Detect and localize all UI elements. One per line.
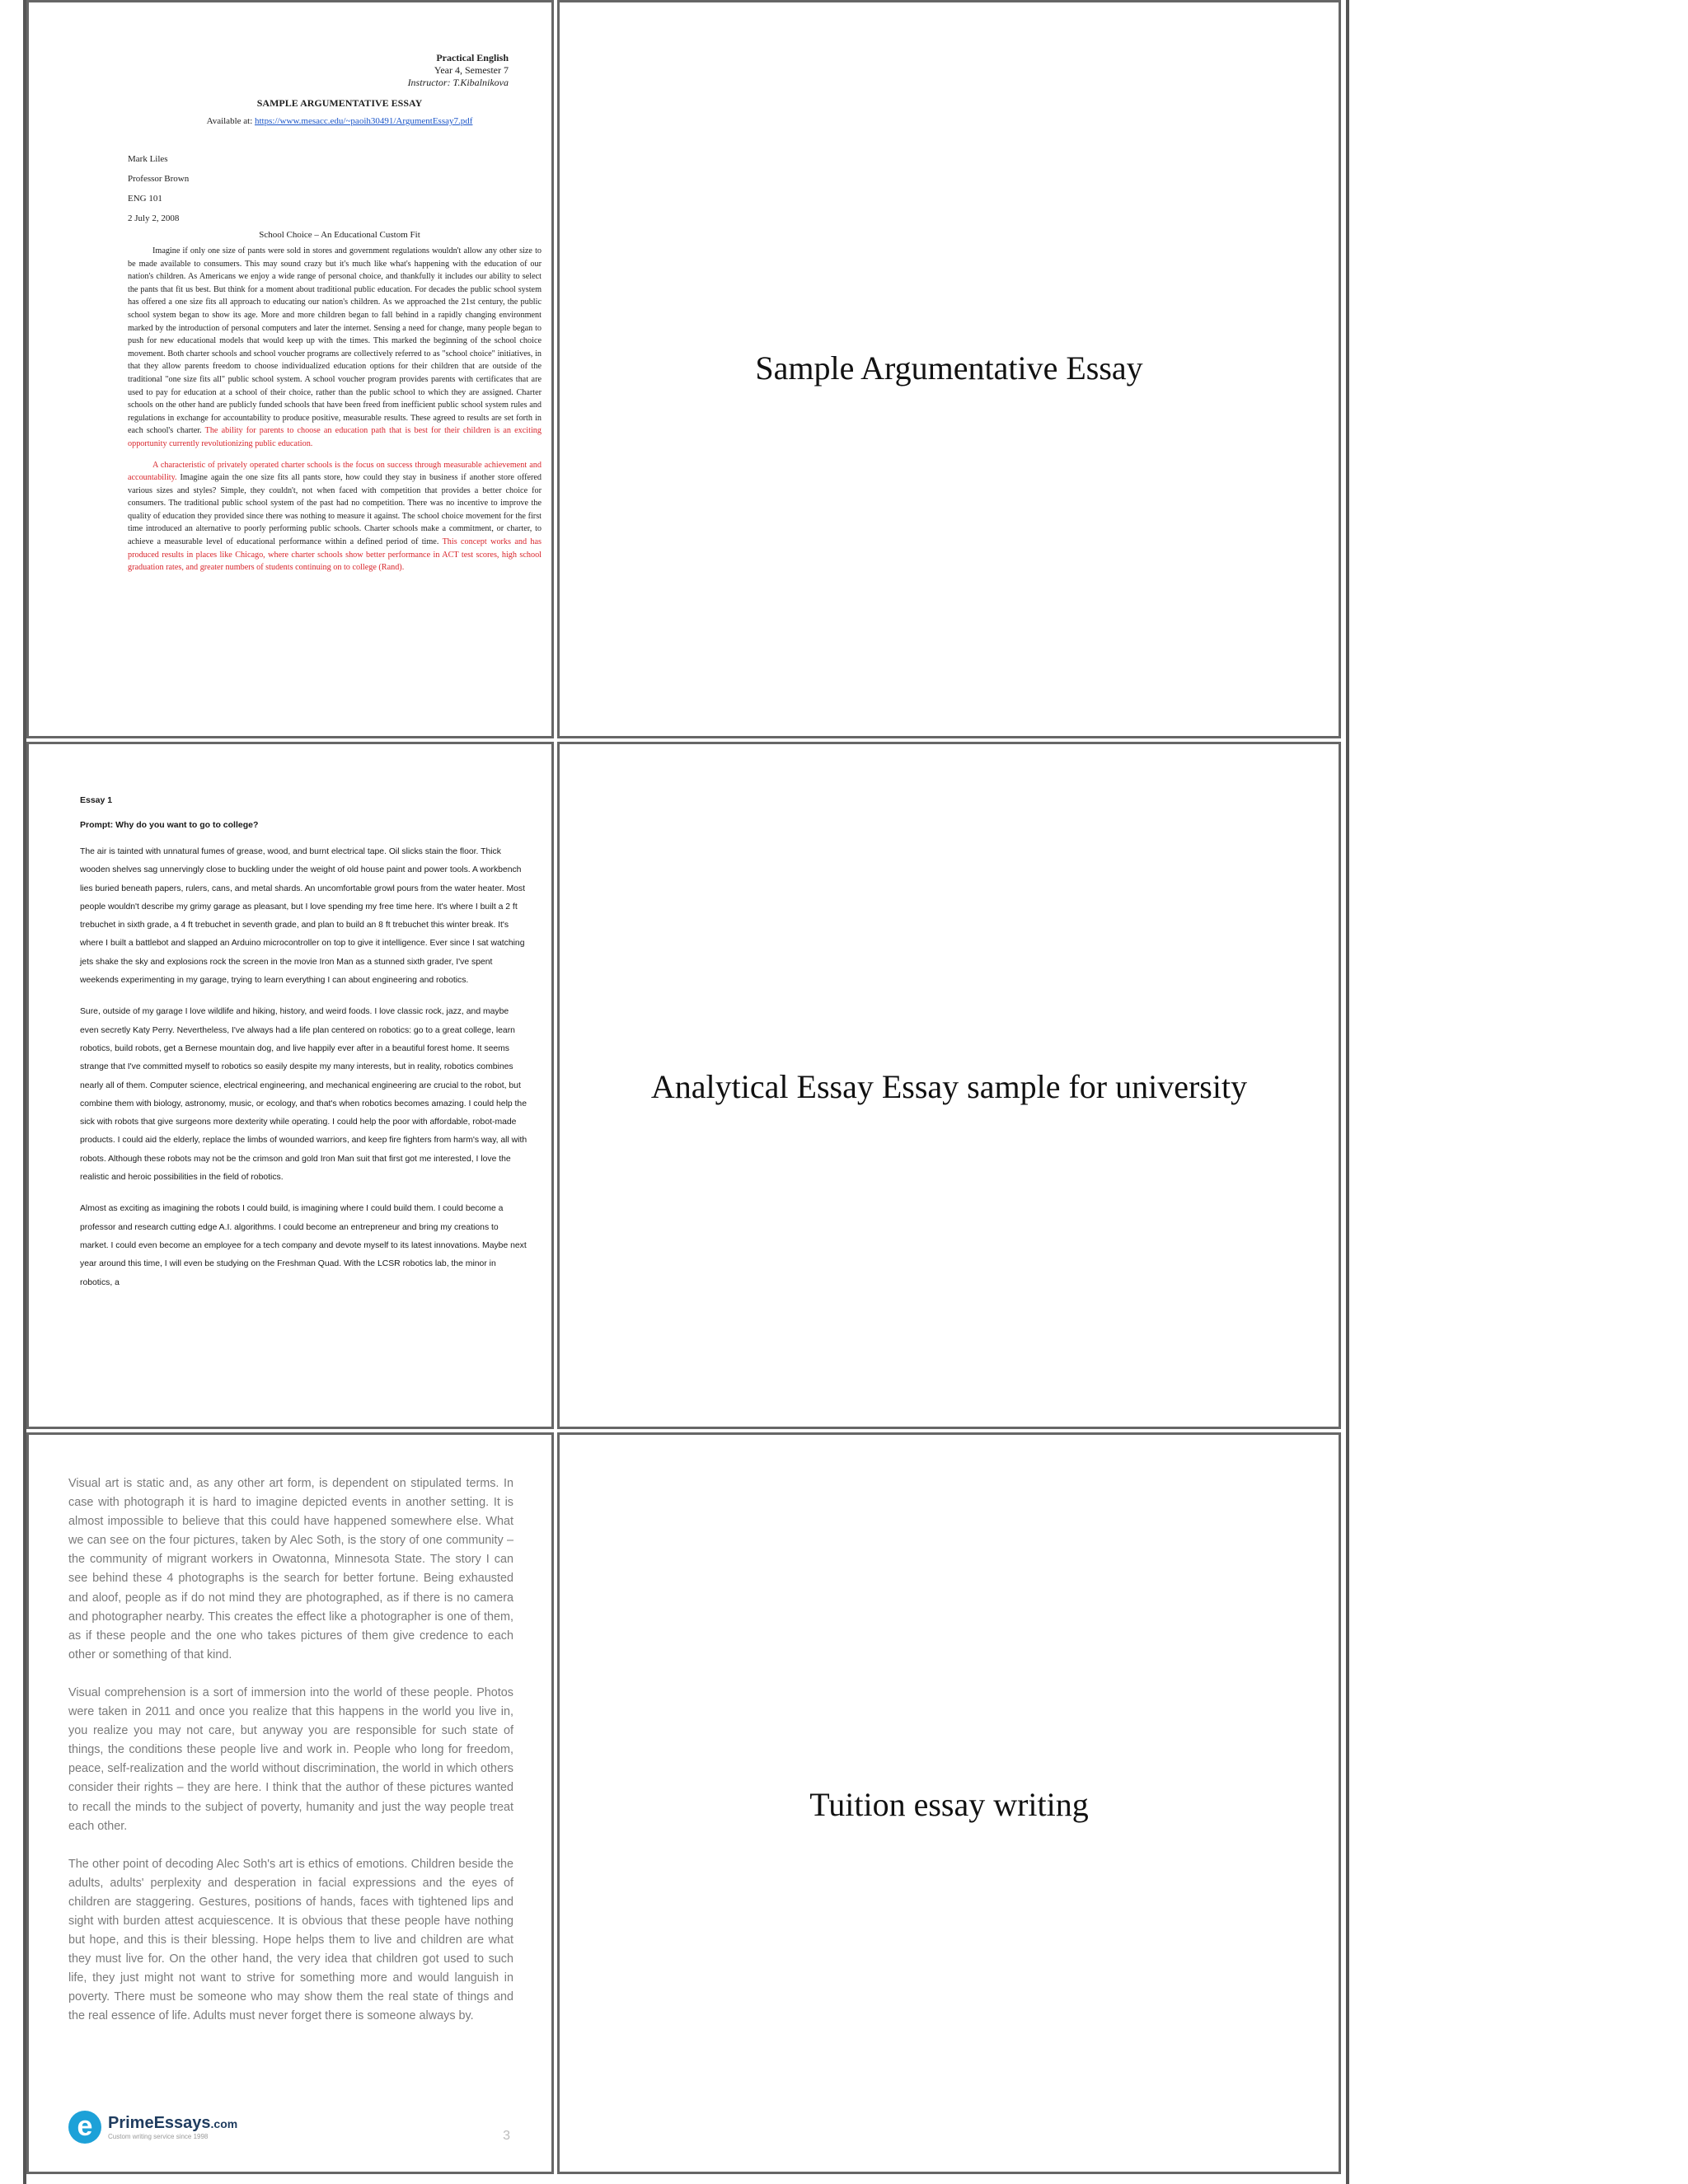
source-link[interactable]: https://www.mesacc.edu/~paoih30491/ArgumentEssay7.pdf [255,116,473,126]
paragraph-text: Imagine if only one size of pants were sold in stores and government regulations wouldn't allow any other size to be made available to consumers. This may sound crazy but it's much like what's happening with the education of our nation's children. As Americans we enjoy a wide range of personal choice, and thankfully it includes our ability to select the pants that fit us best. But think for a moment about traditional public education. For decades the public school system has offered a one size fits all approach to educating our nation's children. As we approached the 21st century, the public school system began to show its age. More and more children began to fall behind in a rapidly changing environment marked by the introduction of personal computers and later the internet. Sensing a need for change, many people began to push for new educational models that would keep up with the times. This marked the beginning of the school choice movement. Both charter schools and school voucher programs are collectively referred to as "school choice" initiatives, in that they allow parents freedom to choose individualized education options for their children that are outside of the traditional "one size fits all" public school system. A school voucher program provides parents with certificates that are used to pay for education at a school of their choice, rather than the public school to which they are assigned. Charter schools on the other hand are publicly funded schools that have been freed from inefficient public school system rules and regulations in exchange for accountability to produce positive, measurable results. These agreed to results are set forth in each school's charter. [128,246,542,436]
document-header [105,52,509,89]
essay-caption[interactable]: Sample Argumentative Essay [755,349,1143,387]
logo-e-icon: e [68,2111,101,2144]
essay-paragraph [128,459,542,574]
highlighted-text: A characteristic of privately operated charter schools is the focus on success through measurable achievement and accountability. [128,460,542,483]
document-page [105,52,542,574]
course-name: Practical English [436,52,509,63]
essay-caption[interactable]: Analytical Essay Essay sample for university [650,1068,1248,1105]
essay-caption-cell[interactable] [557,1432,1341,2174]
primeessays-logo [68,2111,237,2144]
page-number: 3 [503,2129,510,2143]
essay-caption-cell[interactable] [557,742,1341,1429]
course-year: Year 4, Semester 7 [434,64,509,76]
essay-date: 2 July 2, 2008 [128,213,180,223]
professor-name: Professor Brown [128,174,190,184]
document-page [80,795,529,1292]
essay-paragraph: The other point of decoding Alec Soth's art is ethics of emotions. Children beside the adults, adults' perplexity and desperation in facial expressions and the eyes of children are staggering. Gestures, positions of hands, faces with tightened lips and sight with burden attest acquiescence. It is obvious that these people have nothing but hope, and this is their blessing. Hope helps them to live and children are what they must live for. On the other hand, the very idea that children got used to such life, they just might not want to strive for something more and would languish in poverty. There must be someone who may show them the real state of things and the real essence of life. Adults must never forget there is someone always by. [68,1857,513,2023]
essay-paragraph: Sure, outside of my garage I love wildlife and hiking, history, and weird foods. I love classic rock, jazz, and maybe even secretly Katy Perry. Nevertheless, I've always had a life plan centered on robotics: go to a great college, learn robotics, build robots, get a Bernese mountain dog, and live happily ever after in a beautiful forest home. It seems strange that I've committed myself to robotics so easily despite my many interests, but in reality, robotics combines nearly all of them. Computer science, electrical engineering, and mechanical engineering are crucial to the robot, but combine them with biology, astronomy, music, or ecology, and that's when robotics becomes amazing. I could help the sick with robots that give surgeons more dexterity while operating. I could help the poor with affordable, robot-made products. I could aid the elderly, replace the limbs of wounded warriors, and keep fire fighters from harm's way, all with robots. Although these robots may not be the crimson and gold Iron Man suit that first got me interested, I love the realistic and heroic possibilities in the field of robotics. [80,1007,528,1183]
logo-brand-suffix: .com [210,2117,238,2130]
essay-paragraph: Visual comprehension is a sort of immersion into the world of these people. Photos were taken in 2011 and once you realize that this happens in the world you live in, you realize you may not care, but anyway you are responsible for such state of things, the conditions these people live and work in. People who long for freedom, peace, self-realization and the world without discrimination, the world in which others consider their rights – they are here. I think that the author of these pictures wanted to recall the minds to the subject of poverty, humanity and just the way people treat each other. [68,1685,513,1833]
course-instructor: Instructor: T.Kibalnikova [407,77,509,88]
author-meta [128,149,542,228]
essay-subtitle: School Choice – An Educational Custom Fit [259,230,420,240]
essay-paragraph: Almost as exciting as imagining the robots I could build, is imagining where I could build them. I could become a professor and research cutting edge A.I. algorithms. I could become an entrepreneur and bring my creations to market. I could even become an employee for a tech company and devote myself to its latest innovations. Maybe next year around this time, I will even be studying on the Freshman Quad. With the LCSR robotics lab, the minor in robotics, a [80,1204,527,1287]
logo-brand [108,2114,237,2133]
essay-paragraph: The air is tainted with unnatural fumes of grease, wood, and burnt electrical tape. Oil slicks stain the floor. Thick wooden shelves sag unnervingly close to buckling under the weight of old house paint and power tools. A workbench lies buried beneath papers, rulers, cans, and metal shards. An uncomfortable growl pours from the water heater. Most people wouldn't describe my grimy garage as pleasant, but I love spending my free time here. It's where I built a 2 ft trebuchet in sixth grade, a 4 ft trebuchet in seventh grade, and plan to build an 8 ft trebuchet this winter break. It's where I built a battlebot and slapped an Arduino microcontroller on top to give it intelligence. Ever since I sat watching jets shake the sky and explosions rock the screen in the movie Iron Man as a stunned sixth grader, I've spent weekends experimenting in my garage, trying to learn everything I can about engineering and robotics. [80,847,526,986]
logo-text [108,2114,237,2140]
course-code: ENG 101 [128,194,162,204]
paragraph-text: Imagine again the one size fits all pants store, how could they stay in business if another store offered various sizes and styles? Simple, they couldn't, not when faced with competition that provides a better choice for consumers. The traditional public school system of the past had no competition. There was no incentive to improve the quality of education they provided since there was nothing to measure it against. The school choice movement for the first time introduced an alternative to poorly performing public schools. Charter schools make a commitment, or charter, to achieve a measurable level of educational performance within a defined period of time. [128,473,542,547]
logo-brand-name: PrimeEssays [108,2114,211,2132]
essay-thumbnail-argumentative[interactable] [26,0,554,738]
highlighted-text: This concept works and has produced results in places like Chicago, where charter schools show better performance in ACT test scores, high school graduation rates, and greater numbers of students continuing on to college (Rand). [128,537,542,573]
essay-paragraph: Visual art is static and, as any other art form, is dependent on stipulated terms. In case with photograph it is hard to imagine depicted events in another setting. It is almost impossible to believe that this could have happened somewhere else. What we can see on the four pictures, taken by Alec Soth, is the story of one community – the community of migrant workers in Owatonna, Minnesota State. The story I can see behind these 4 photographs is the search for better fortune. Being exhausted and aloof, people as if do not mind they are photographed, as if there is no camera and photographer nearby. This creates the effect like a photographer is one of them, as if these people and the one who takes pictures of them give credence to each other or something of that kind. [68,1477,513,1661]
essay-prompt: Prompt: Why do you want to go to college? [80,820,259,830]
essay-paragraph [128,245,542,451]
essay-thumbnail-college[interactable] [26,742,554,1429]
available-prefix: Available at: [206,116,255,126]
essay-caption-cell[interactable] [557,0,1341,738]
essay-thumbnail-visual-art[interactable] [26,1432,554,2174]
available-line [138,116,542,126]
essay-caption[interactable]: Tuition essay writing [809,1786,1089,1823]
essay-label: Essay 1 [80,795,113,805]
logo-tagline: Custom writing service since 1998 [108,2133,209,2140]
document-title: SAMPLE ARGUMENTATIVE ESSAY [256,97,423,109]
author-name: Mark Liles [128,154,168,164]
highlighted-text: The ability for parents to choose an education path that is best for their children is an exciting opportunity currently revolutionizing public education. [128,426,542,448]
document-page [68,1474,513,2046]
